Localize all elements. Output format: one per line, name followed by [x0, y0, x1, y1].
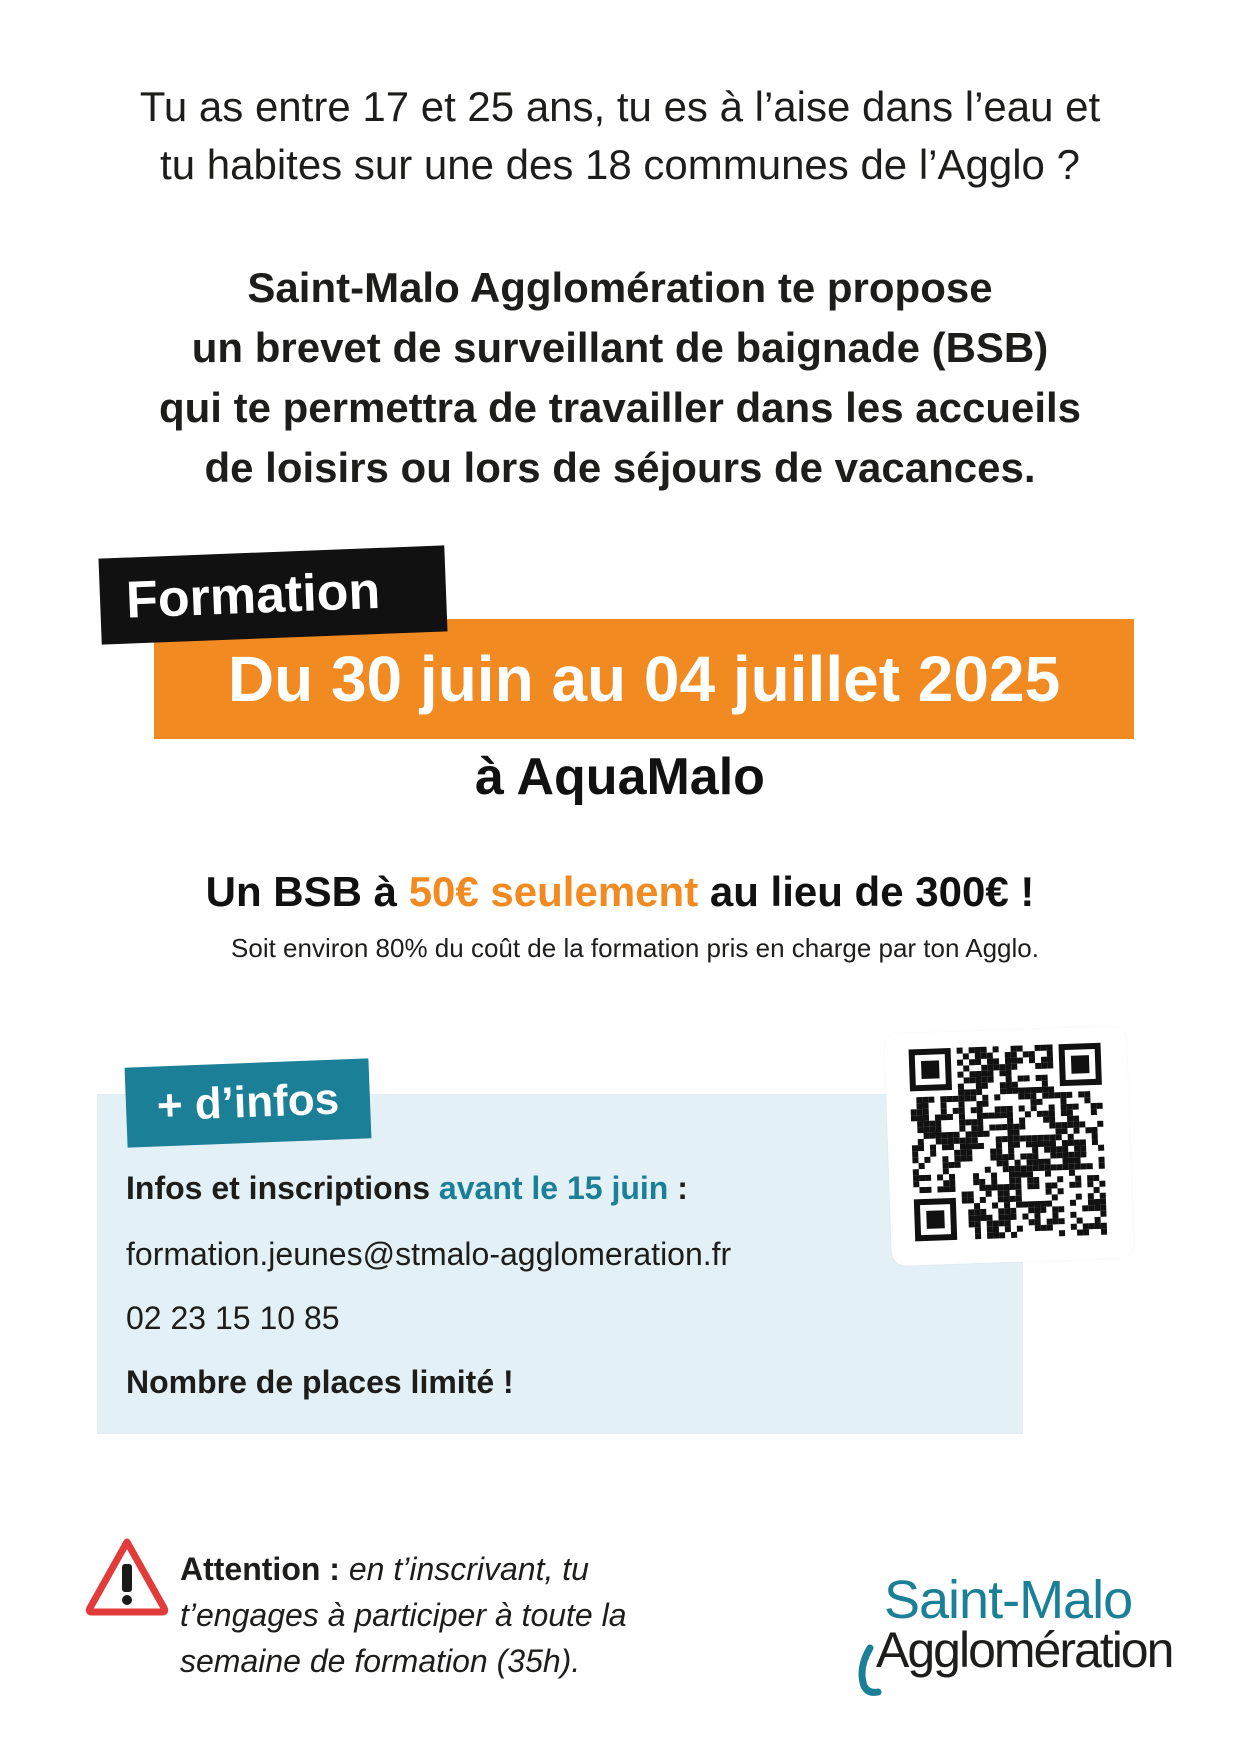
qr-code-icon	[907, 1041, 1110, 1244]
price-highlight: 50€ seulement	[408, 868, 699, 915]
contact-phone[interactable]: 02 23 15 10 85	[126, 1300, 340, 1336]
formation-dates: Du 30 juin au 04 juillet 2025	[154, 619, 1134, 739]
offer-line-2: un brevet de surveillant de baignade (BSB)	[191, 324, 1049, 371]
intro-line-1: Tu as entre 17 et 25 ans, tu es à l’aise dans l’eau et	[139, 83, 1101, 130]
intro-text	[60, 78, 1180, 194]
saint-malo-logo	[848, 1570, 1188, 1700]
registration-colon: :	[668, 1170, 688, 1206]
formation-place: à AquaMalo	[475, 748, 765, 806]
limited-places: Nombre de places limité !	[126, 1364, 514, 1400]
price-suffix: au lieu de 300€ !	[698, 868, 1035, 915]
warning-label: Attention :	[180, 1551, 340, 1587]
contact-email[interactable]: formation.jeunes@stmalo-agglomeration.fr	[126, 1236, 732, 1272]
offer-text	[60, 258, 1180, 498]
registration-label: Infos et inscriptions	[126, 1170, 439, 1206]
intro-line-2: tu habites sur une des 18 communes de l’Agglo ?	[160, 141, 1080, 188]
warning-text	[180, 1546, 700, 1684]
price-line	[0, 862, 1240, 922]
registration-deadline: avant le 15 juin	[438, 1170, 669, 1206]
infos-tag: + d’infos	[125, 1058, 372, 1147]
offer-line-4: de loisirs ou lors de séjours de vacances.	[204, 444, 1036, 491]
logo-line-2: Agglomération	[876, 1622, 1173, 1678]
price-prefix: Un BSB à	[205, 868, 409, 915]
qr-code[interactable]	[884, 1026, 1134, 1266]
offer-line-3: qui te permettra de travailler dans les accueils	[158, 384, 1082, 431]
logo-line-1: Saint-Malo	[884, 1570, 1133, 1630]
warning-triangle-icon	[84, 1536, 170, 1616]
formation-tag: Formation	[98, 545, 447, 644]
price-note: Soit environ 80% du coût de la formation pris en charge par ton Agglo.	[231, 933, 1039, 963]
warning-body: en t’inscrivant, tu t’engages à participer à toute la semaine de formation (35h).	[180, 1551, 627, 1679]
logo-wave-icon	[848, 1642, 888, 1698]
registration-line	[126, 1164, 688, 1212]
offer-line-1: Saint-Malo Agglomération te propose	[247, 264, 993, 311]
